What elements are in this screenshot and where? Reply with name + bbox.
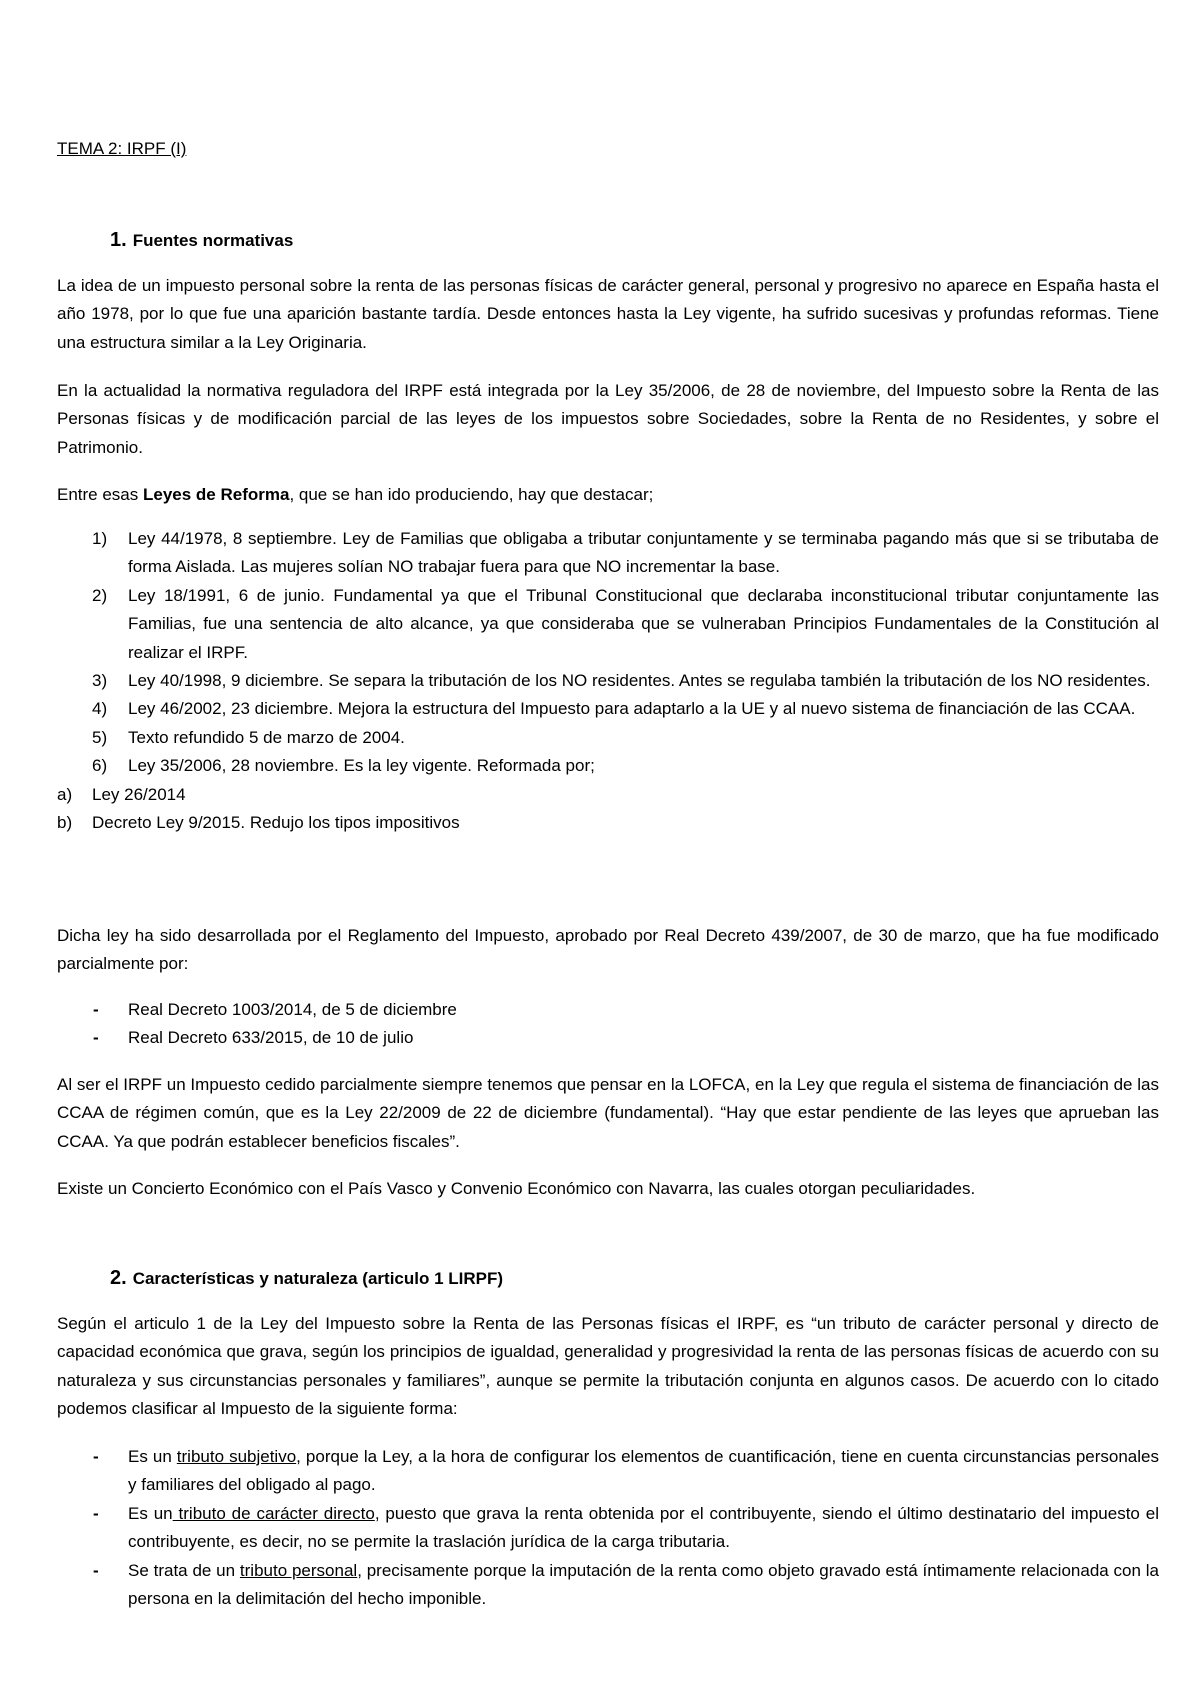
- paragraph-reforms-intro: [57, 481, 1159, 509]
- list-item: [57, 1443, 1159, 1500]
- list-marker: 3): [92, 671, 108, 691]
- list-item: [57, 809, 1159, 837]
- reforms-intro-bold: Leyes de Reforma: [143, 485, 290, 504]
- section-1-title: Fuentes normativas: [132, 231, 294, 250]
- list-item: [57, 1557, 1159, 1614]
- list-item-underlined: tributo subjetivo: [176, 1447, 297, 1466]
- list-marker: -: [93, 1560, 99, 1580]
- list-item-text: Ley 44/1978, 8 septiembre. Ley de Familias que obligaba a tributar conjuntamente y se terminaba pagando más que si se tributaba de forma Aislada. Las mujeres solían NO trabajar fuera para que NO incrementar la base.: [128, 529, 1159, 577]
- list-item: [57, 996, 1159, 1024]
- list-marker: 5): [92, 727, 108, 747]
- list-item-text: Texto refundido 5 de marzo de 2004.: [128, 727, 405, 747]
- list-item-text: Ley 46/2002, 23 diciembre. Mejora la estructura del Impuesto para adaptarlo a la UE y al nuevo sistema de financiación de las CCAA.: [128, 699, 1136, 719]
- list-item-text: Decreto Ley 9/2015. Redujo los tipos impositivos: [92, 813, 460, 833]
- list-marker: 6): [92, 756, 108, 776]
- section-2-heading: [110, 1266, 503, 1291]
- document-title: TEMA 2: IRPF (I): [57, 139, 187, 158]
- list-item: [57, 582, 1159, 667]
- classification-list: [57, 1443, 1159, 1613]
- reform-list: [57, 525, 1159, 837]
- paragraph-intro: La idea de un impuesto personal sobre la renta de las personas físicas de carácter general, personal y progresivo no aparece en España hasta el año 1978, por lo que fue una aparición bastante tardía. Desde entonces hasta la Ley vigente, ha sufrido sucesivas y profundas reformas. Tiene una estructura similar a la Ley Originaria.: [57, 276, 1159, 352]
- list-item-text: Ley 26/2014: [92, 784, 186, 804]
- list-item-pre: Es un: [128, 1503, 173, 1523]
- section-2-number: 2.: [110, 1267, 127, 1289]
- list-item: [57, 695, 1159, 723]
- paragraph-concierto: Existe un Concierto Económico con el País Vasco y Convenio Económico con Navarra, las cuales otorgan peculiaridades.: [57, 1179, 976, 1198]
- list-item-text: Ley 40/1998, 9 diciembre. Se separa la tributación de los NO residentes. Antes se regulaba también la tributación de los NO residentes.: [128, 671, 1151, 691]
- list-marker: -: [93, 1000, 99, 1019]
- list-item-text: Real Decreto 1003/2014, de 5 de diciembre: [128, 1000, 457, 1019]
- list-item: [57, 781, 1159, 809]
- list-marker: a): [57, 784, 73, 804]
- list-item-text: Ley 18/1991, 6 de junio. Fundamental ya que el Tribunal Constitucional que declaraba inconstitucional tributar conjuntamente las Familias, fue una sentencia de alto alcance, ya que consideraba que se vulneraban Principios Fundamentales de la Constitución al realizar el IRPF.: [128, 585, 1159, 662]
- paragraph-article-1: Según el articulo 1 de la Ley del Impuesto sobre la Renta de las Personas físicas el IRPF, es “un tributo de carácter personal y directo de capacidad económica que grava, según los principios de igualdad, generalidad y progresividad la renta de las personas físicas de acuerdo con su naturaleza y sus circunstancias personales y familiares”, aunque se permite la tributación conjunta en algunos casos. De acuerdo con lo citado podemos clasificar al Impuesto de la siguiente forma:: [57, 1314, 1159, 1419]
- section-1-heading: [110, 228, 293, 253]
- list-item-text: Real Decreto 633/2015, de 10 de julio: [128, 1028, 414, 1048]
- list-marker: -: [93, 1028, 99, 1048]
- list-item: [57, 724, 1159, 752]
- paragraph-current-law: En la actualidad la normativa reguladora del IRPF está integrada por la Ley 35/2006, de 28 de noviembre, del Impuesto sobre la Renta de las Personas físicas y de modificación parcial de las leyes de los impuestos sobre Sociedades, sobre la Renta de no Residentes, y sobre el Patrimonio.: [57, 381, 1159, 457]
- list-marker: -: [93, 1503, 99, 1523]
- list-item-text: Ley 35/2006, 28 noviembre. Es la ley vigente. Reformada por;: [128, 756, 595, 776]
- list-item-post: , puesto que grava la renta obtenida por el contribuyente, siendo el último destinatario del impuesto el contribuyente, es decir, no se permite la traslación jurídica de la carga tributaria.: [128, 1503, 1159, 1552]
- list-marker: b): [57, 813, 73, 833]
- list-item: [57, 667, 1159, 695]
- list-item-underlined: tributo personal: [239, 1560, 358, 1580]
- list-marker: 1): [92, 529, 108, 548]
- list-item: [57, 1500, 1159, 1557]
- list-marker: -: [93, 1447, 99, 1466]
- reforms-intro-post: , que se han ido produciendo, hay que destacar;: [289, 485, 654, 504]
- list-marker: 2): [92, 585, 108, 605]
- list-item: [57, 1024, 1159, 1052]
- list-item-underlined: tributo de carácter directo: [172, 1503, 375, 1523]
- list-item: [57, 525, 1159, 582]
- section-2-title: Características y naturaleza (articulo 1 LIRPF): [132, 1269, 504, 1288]
- decree-list: [57, 996, 1159, 1053]
- section-1-number: 1.: [110, 229, 127, 251]
- reforms-intro-pre: Entre esas: [57, 485, 143, 504]
- list-marker: 4): [92, 699, 108, 719]
- list-item: [57, 752, 1159, 780]
- list-item-pre: Es un: [128, 1447, 177, 1466]
- list-item-post: , precisamente porque la imputación de la renta como objeto gravado está íntimamente relacionada con la persona en la delimitación del hecho imponible.: [128, 1560, 1160, 1609]
- paragraph-regulation: Dicha ley ha sido desarrollada por el Reglamento del Impuesto, aprobado por Real Decreto 439/2007, de 30 de marzo, que ha fue modificado parcialmente por:: [57, 926, 1159, 974]
- list-item-post: , porque la Ley, a la hora de configurar los elementos de cuantificación, tiene en cuenta circunstancias personales y familiares del obligado al pago.: [128, 1447, 1159, 1495]
- paragraph-lofca: Al ser el IRPF un Impuesto cedido parcialmente siempre tenemos que pensar en la LOFCA, en la Ley que regula el sistema de financiación de las CCAA de régimen común, que es la Ley 22/2009 de 22 de diciembre (fundamental). “Hay que estar pendiente de las leyes que aprueban las CCAA. Ya que podrán establecer beneficios fiscales”.: [57, 1075, 1159, 1151]
- list-item-pre: Se trata de un: [128, 1560, 240, 1580]
